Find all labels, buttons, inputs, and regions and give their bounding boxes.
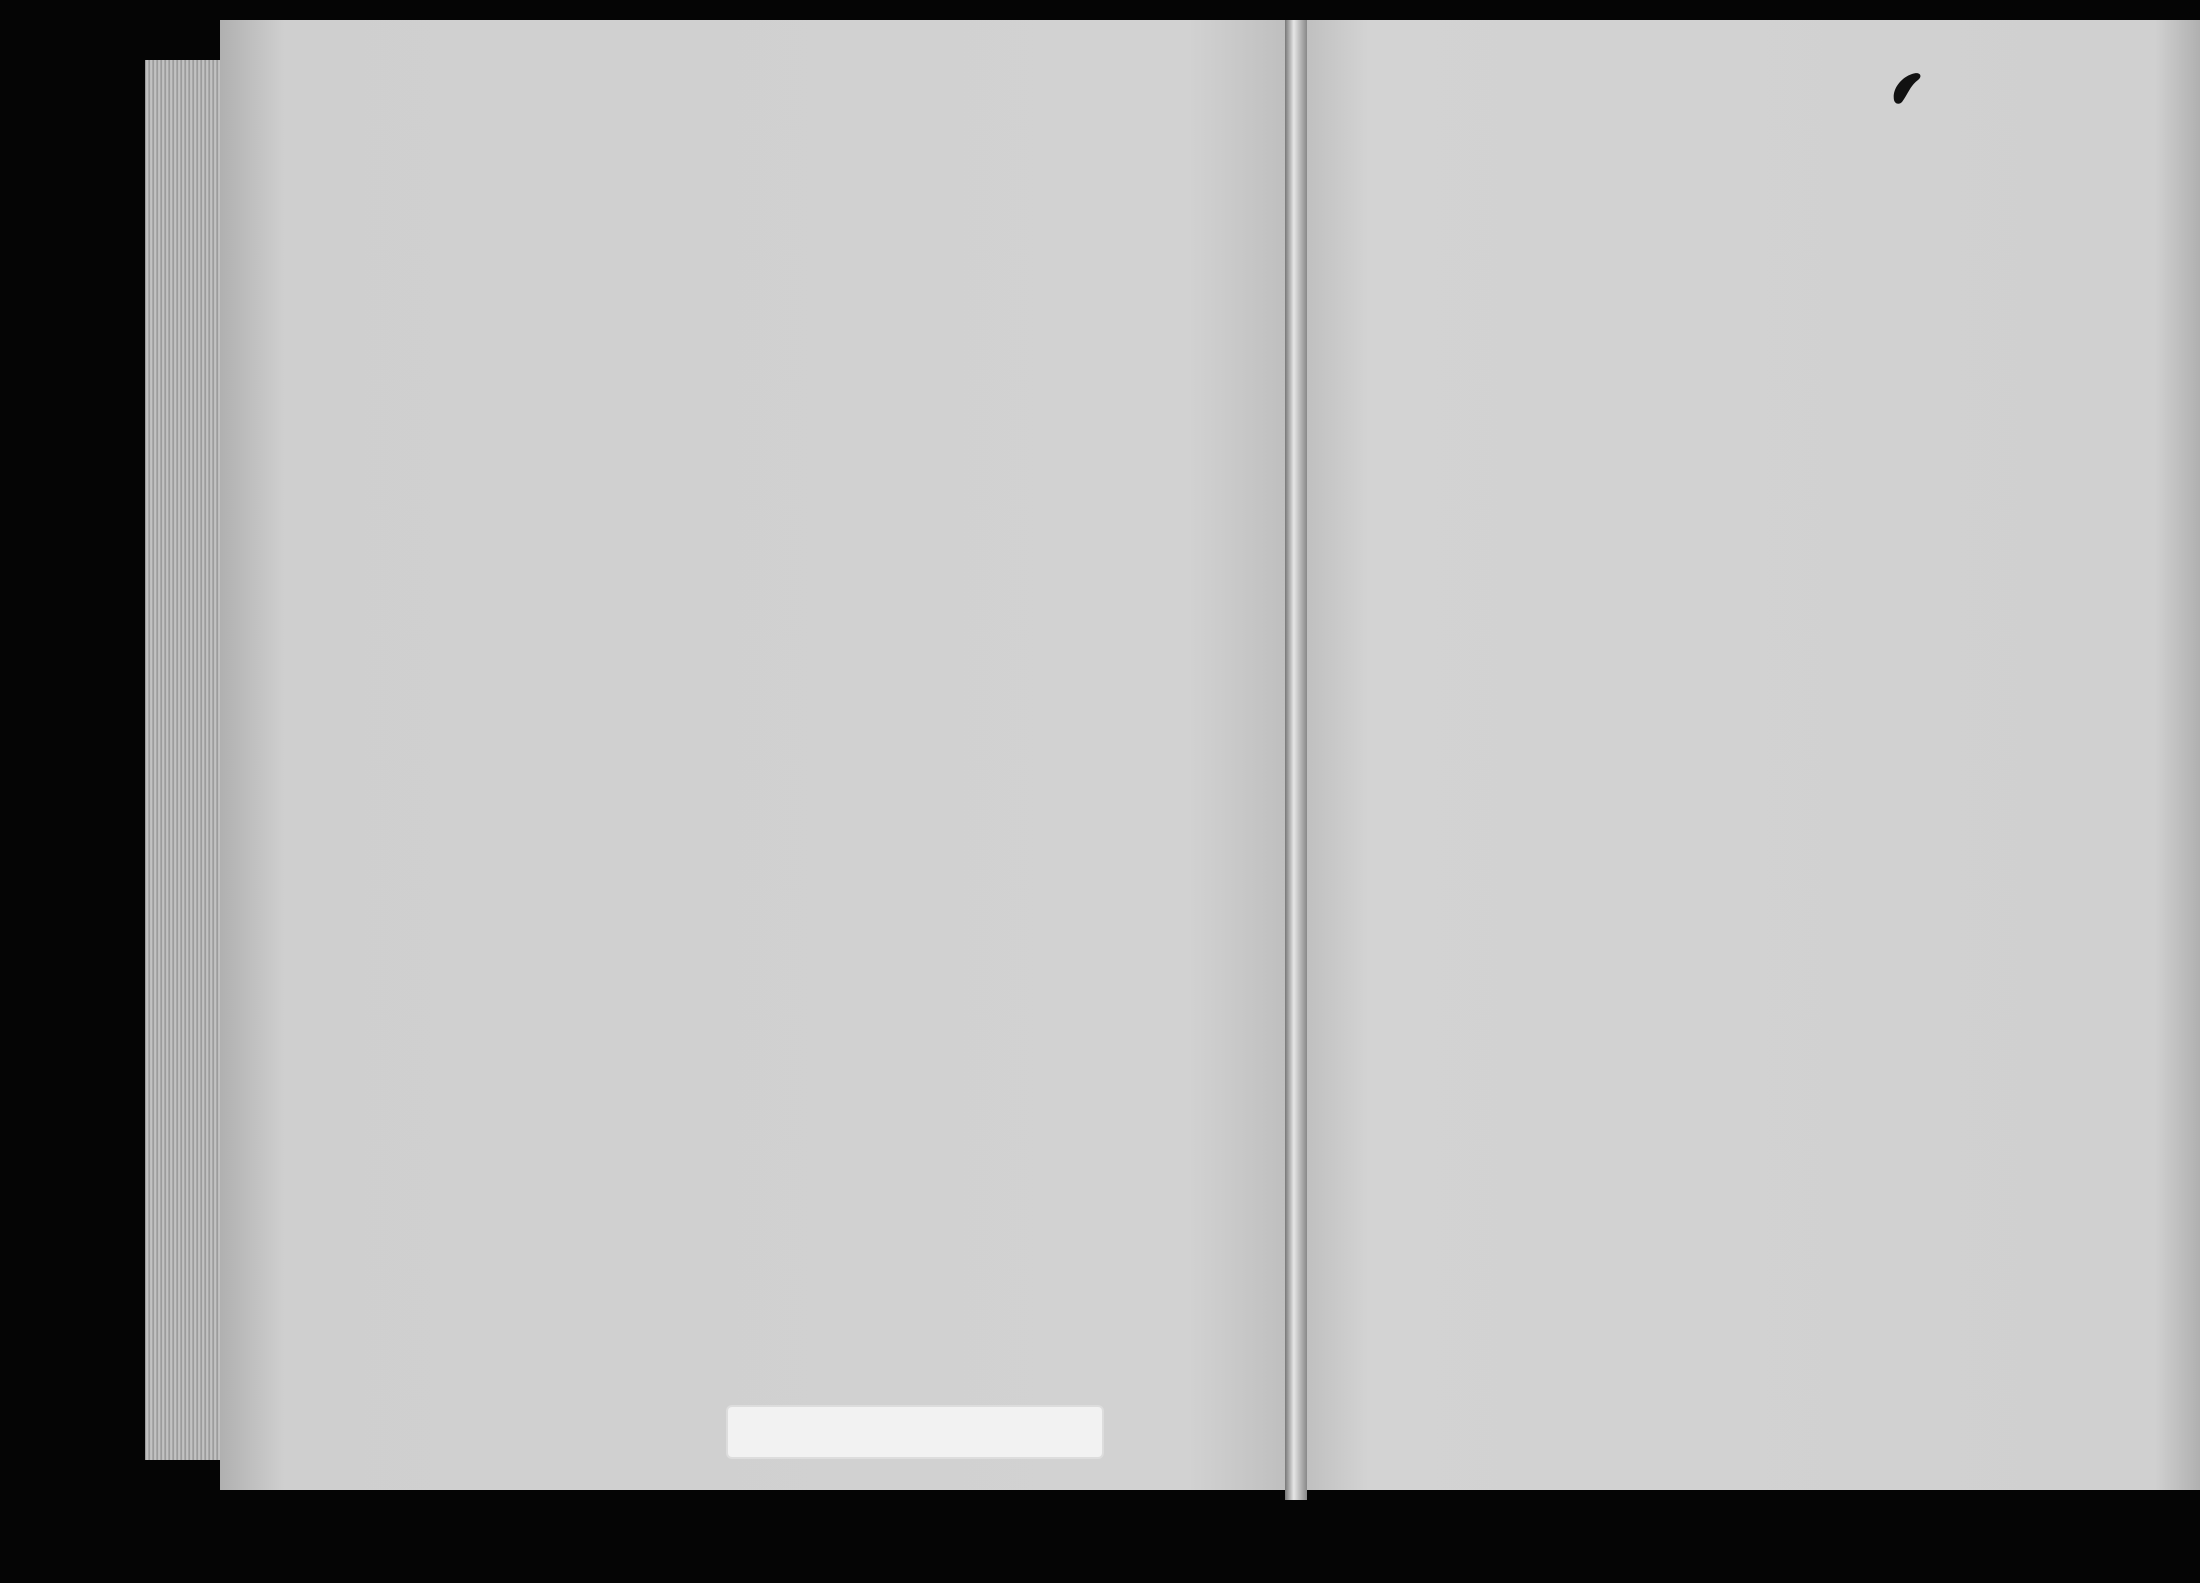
header-admitted	[930, 190, 960, 290]
header-catechesis	[880, 190, 910, 290]
empty-spreads-stamp	[728, 1407, 1102, 1457]
ink-blot-icon	[1890, 70, 1924, 106]
header-christian-doctrine	[845, 190, 875, 290]
